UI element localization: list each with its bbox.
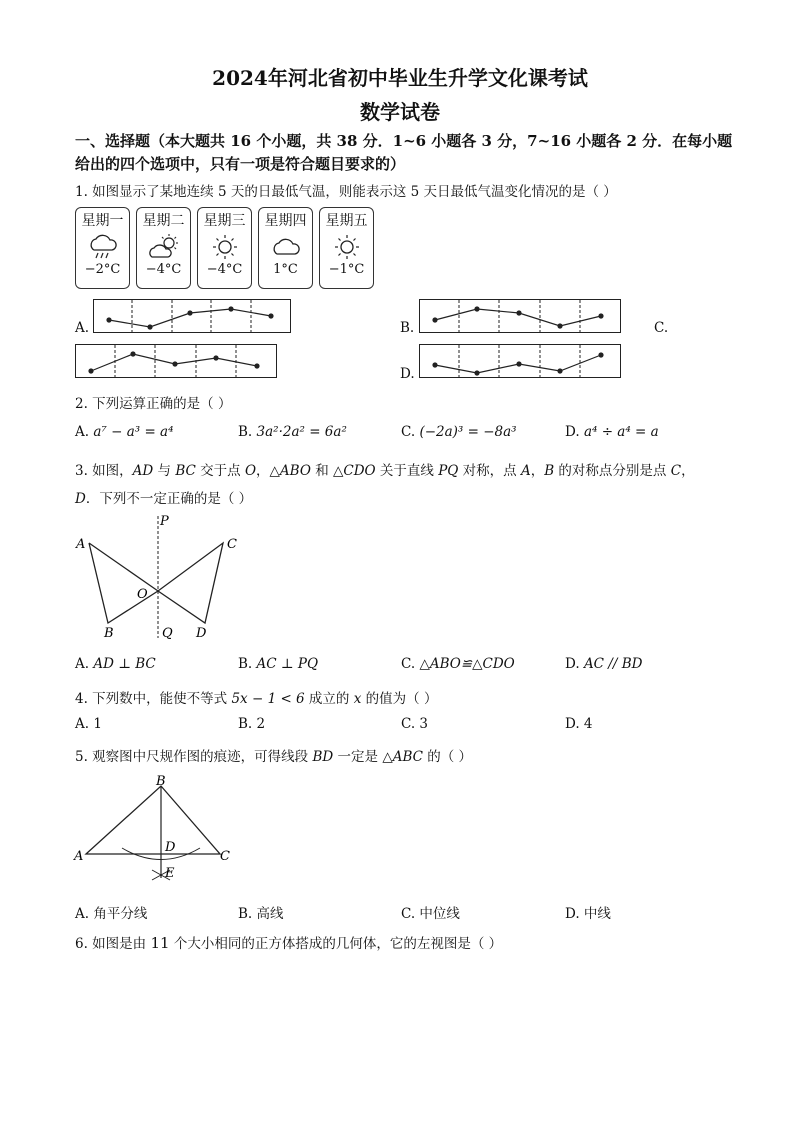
q2-option-b[interactable] — [238, 424, 347, 440]
q1-option-b-label[interactable]: B. — [400, 320, 415, 336]
q5-option-a[interactable]: A. 角平分线 — [75, 906, 148, 922]
q3-text: 的对称点分别是点 — [554, 463, 671, 479]
q4-text: 4. 下列数中，能使不等式 — [75, 691, 232, 707]
q5-stem — [75, 745, 472, 765]
q3-text: 对称，点 — [458, 463, 521, 479]
weather-temp: −2°C — [84, 262, 121, 277]
line-pq: PQ — [438, 463, 459, 479]
weather-day: 星期三 — [203, 213, 246, 229]
cube-count: 11 — [150, 934, 170, 952]
q3-option-a[interactable] — [75, 656, 156, 672]
weather-card-fri — [319, 207, 374, 289]
sun-icon — [208, 232, 242, 262]
q1-option-d-graph[interactable] — [419, 344, 621, 378]
option-letter: D. — [565, 424, 580, 440]
point-b: B — [544, 463, 555, 479]
q5-option-d[interactable]: D. 中线 — [565, 906, 611, 922]
variable-x: x — [353, 691, 362, 707]
option-letter: D. — [565, 656, 580, 672]
segment-ad: AD — [132, 463, 154, 479]
option-expression: a⁴ ÷ a⁴ = a — [583, 424, 659, 440]
q3-option-d[interactable] — [565, 656, 642, 672]
q6-stem — [75, 932, 502, 952]
option-expression: AC ⊥ PQ — [256, 656, 319, 672]
q6-text: 个大小相同的正方体搭成的几何体，它的左视图是（ ） — [169, 936, 503, 952]
q3-text: 3. 如图， — [75, 463, 133, 479]
option-expression: △ABO≌△CDO — [419, 656, 515, 672]
q2-stem: 2. 下列运算正确的是（ ） — [75, 396, 232, 412]
weather-temp: −4°C — [145, 262, 182, 277]
q3-stem-line1 — [75, 459, 695, 479]
label-a: A — [76, 537, 86, 552]
option-letter: B. — [238, 656, 253, 672]
point-c: C — [670, 463, 682, 479]
q5-text: 的（ ） — [422, 749, 473, 765]
label-b: B — [156, 774, 166, 789]
label-b: B — [104, 626, 114, 641]
option-letter: A. — [75, 656, 90, 672]
page-subtitle: 数学试卷 — [360, 100, 440, 124]
sun-icon — [330, 232, 364, 262]
q2-option-a[interactable] — [75, 424, 174, 440]
label-e: E — [165, 866, 175, 881]
label-c: C — [227, 537, 237, 552]
inequality: 5x − 1 < 6 — [231, 691, 305, 707]
q1-option-b-graph[interactable] — [419, 299, 621, 333]
label-p: P — [160, 514, 169, 529]
q4-stem — [75, 687, 437, 707]
label-o: O — [137, 587, 148, 602]
q2-option-c[interactable] — [401, 424, 517, 440]
q1-option-c-label[interactable]: C. — [654, 320, 669, 336]
weather-temp: −1°C — [328, 262, 365, 277]
option-letter: C. — [401, 424, 416, 440]
point-o: O — [244, 463, 257, 479]
option-expression: (−2a)³ = −8a³ — [419, 424, 517, 440]
point-d: D — [75, 491, 86, 507]
weather-card-wed — [197, 207, 252, 289]
q5-option-c[interactable]: C. 中位线 — [401, 906, 460, 922]
option-letter: C. — [401, 656, 416, 672]
q3-text: ， — [530, 463, 545, 479]
point-a: A — [520, 463, 531, 479]
section-header-line2: 给出的四个选项中，只有一项是符合题目要求的） — [75, 155, 406, 173]
weather-card-tue — [136, 207, 191, 289]
triangle-cdo: △CDO — [333, 463, 376, 479]
q1-option-d-label[interactable]: D. — [400, 366, 415, 382]
triangle-abo: △ABO — [269, 463, 311, 479]
q4-option-a[interactable]: A. 1 — [75, 716, 102, 732]
weather-day: 星期四 — [264, 213, 307, 229]
label-a: A — [74, 849, 84, 864]
q3-text: 关于直线 — [375, 463, 439, 479]
q3-butterfly-figure — [70, 512, 250, 642]
q1-stem: 1. 如图显示了某地连续 5 天的日最低气温，则能表示这 5 天日最低气温变化情况的是（ ） — [75, 184, 617, 200]
q2-option-d[interactable] — [565, 424, 659, 440]
weather-day: 星期五 — [325, 213, 368, 229]
page-title: 2024年河北省初中毕业生升学文化课考试 — [212, 66, 588, 90]
q3-text: ， — [256, 463, 270, 479]
partly-sunny-icon — [147, 232, 181, 262]
q5-text: 5. 观察图中尺规作图的痕迹，可得线段 — [75, 749, 313, 765]
segment-bd: BD — [312, 749, 334, 765]
q4-option-b[interactable]: B. 2 — [238, 716, 266, 732]
option-expression: a⁷ − a³ = a⁴ — [93, 424, 174, 440]
label-q: Q — [162, 626, 173, 641]
option-expression: AD ⊥ BC — [93, 656, 156, 672]
q4-option-d[interactable]: D. 4 — [565, 716, 593, 732]
q6-text: 6. 如图是由 — [75, 936, 151, 952]
q3-option-b[interactable] — [238, 656, 318, 672]
q5-option-b[interactable]: B. 高线 — [238, 906, 284, 922]
rain-icon — [86, 232, 120, 262]
q3-text: 与 — [153, 463, 176, 479]
q5-text: 一定是 — [333, 749, 383, 765]
label-d: D — [165, 840, 176, 855]
label-c: C — [220, 849, 230, 864]
option-expression: 3a²·2a² = 6a² — [256, 424, 347, 440]
q3-option-c[interactable] — [401, 656, 515, 672]
q1-option-a-graph[interactable] — [93, 299, 291, 333]
weather-day: 星期一 — [81, 213, 124, 229]
weather-card-thu — [258, 207, 313, 289]
q3-stem-line2 — [75, 487, 252, 507]
triangle-abc: △ABC — [382, 749, 423, 765]
weather-day: 星期二 — [142, 213, 185, 229]
q4-text: 的值为（ ） — [361, 691, 438, 707]
q3-text: ， — [681, 463, 695, 479]
q5-construction-figure — [70, 776, 240, 892]
cloud-icon — [269, 232, 303, 262]
option-letter: B. — [238, 424, 253, 440]
option-letter: A. — [75, 424, 90, 440]
q4-option-c[interactable]: C. 3 — [401, 716, 429, 732]
q4-text: 成立的 — [304, 691, 354, 707]
segment-bc: BC — [175, 463, 196, 479]
q3-text: 交于点 — [195, 463, 245, 479]
option-expression: AC // BD — [583, 656, 643, 672]
weather-temp: 1°C — [273, 262, 298, 277]
weather-card-mon — [75, 207, 130, 289]
weather-temp: −4°C — [206, 262, 243, 277]
q1-option-a-label[interactable]: A. — [75, 320, 90, 336]
q1-option-c-graph[interactable] — [75, 344, 277, 378]
q3-text: 和 — [310, 463, 333, 479]
q3-text: ．下列不一定正确的是（ ） — [85, 491, 253, 507]
label-d: D — [196, 626, 207, 641]
section-header-line1: 一、选择题（本大题共 16 个小题，共 38 分．1~6 小题各 3 分，7~16 小题各 2 分．在每小题 — [75, 132, 733, 150]
